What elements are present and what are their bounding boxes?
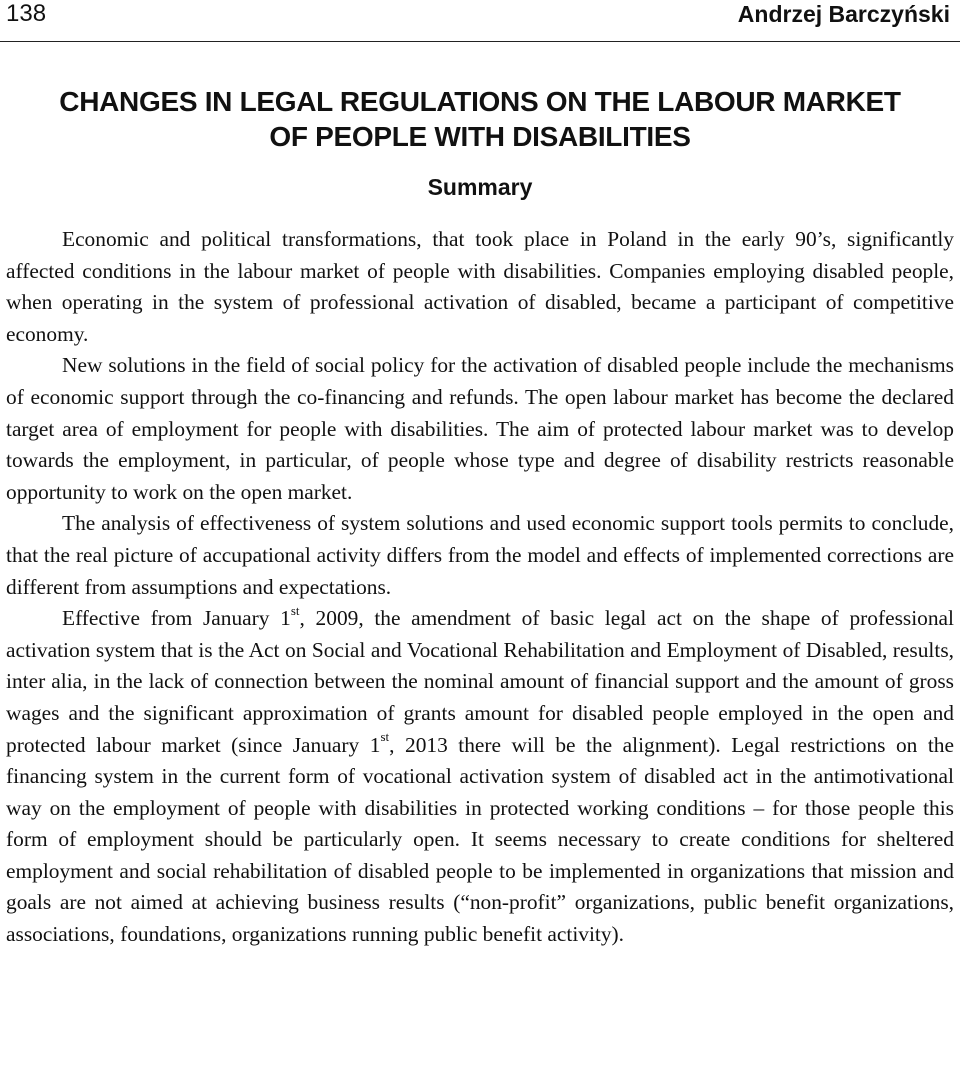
paragraph-4-part-c: , 2013 there will be the alignment). Legal restrictions on the financing system in the current form of vocational activation system of disabled act in the antimotivational way on the employment of people with disabilities in protected working conditions – for those people this form of employment should be particularly open. It seems necessary to create conditions for sheltered employment and social rehabilitation of disabled people to be implemented in organizations that mission and goals are not aimed at achieving business results (“non-profit” organizations, public benefit organizations, associations, foundations, organizations running public benefit activity).	[6, 732, 954, 947]
header-divider	[0, 41, 960, 42]
article-title	[0, 84, 960, 154]
paragraph-3: The analysis of effectiveness of system solutions and used economic support tools permits to conclude, that the real picture of accupational activity differs from the model and effects of implemented corrections are different from assumptions and expectations.	[6, 511, 954, 599]
article-title-line-1: CHANGES IN LEGAL REGULATIONS ON THE LABOUR MARKET	[59, 86, 901, 117]
summary-heading: Summary	[427, 174, 533, 200]
ordinal-superscript-2: st	[380, 729, 390, 745]
paragraph-4-part-b: , 2009, the amendment of basic legal act on the shape of professional activation system that is the Act on Social and Vocational Rehabilitation and Employment of Disabled, results, inter alia, in the lack of connection between the nominal amount of financial support and the amount of gross wages and the significant approximation of grants amount for disabled people employed in the open and protected labour market (since January 1	[6, 606, 954, 757]
page-number: 138	[6, 0, 47, 27]
paragraph-2: New solutions in the field of social policy for the activation of disabled people include the mechanisms of economic support through the co-financing and refunds. The open labour market has become the declared target area of employment for people with disabilities. The aim of protected labour market was to develop towards the employment, in particular, of people whose type and degree of disability restricts reasonable opportunity to work on the open market.	[6, 353, 954, 504]
paragraph-4-part-a: Effective from January 1	[62, 606, 291, 631]
running-header	[0, 0, 960, 42]
paragraph-1: Economic and political transformations, that took place in Poland in the early 90’s, significantly affected conditions in the labour market of people with disabilities. Companies employing disabled people, when operating in the system of professional activation of disabled, became a participant of competitive economy.	[6, 227, 954, 346]
summary-body	[6, 224, 954, 951]
article-title-line-2: OF PEOPLE WITH DISABILITIES	[269, 121, 691, 152]
running-author: Andrzej Barczyński	[737, 1, 950, 27]
ordinal-superscript-1: st	[290, 603, 300, 618]
paragraph-4	[6, 603, 954, 951]
